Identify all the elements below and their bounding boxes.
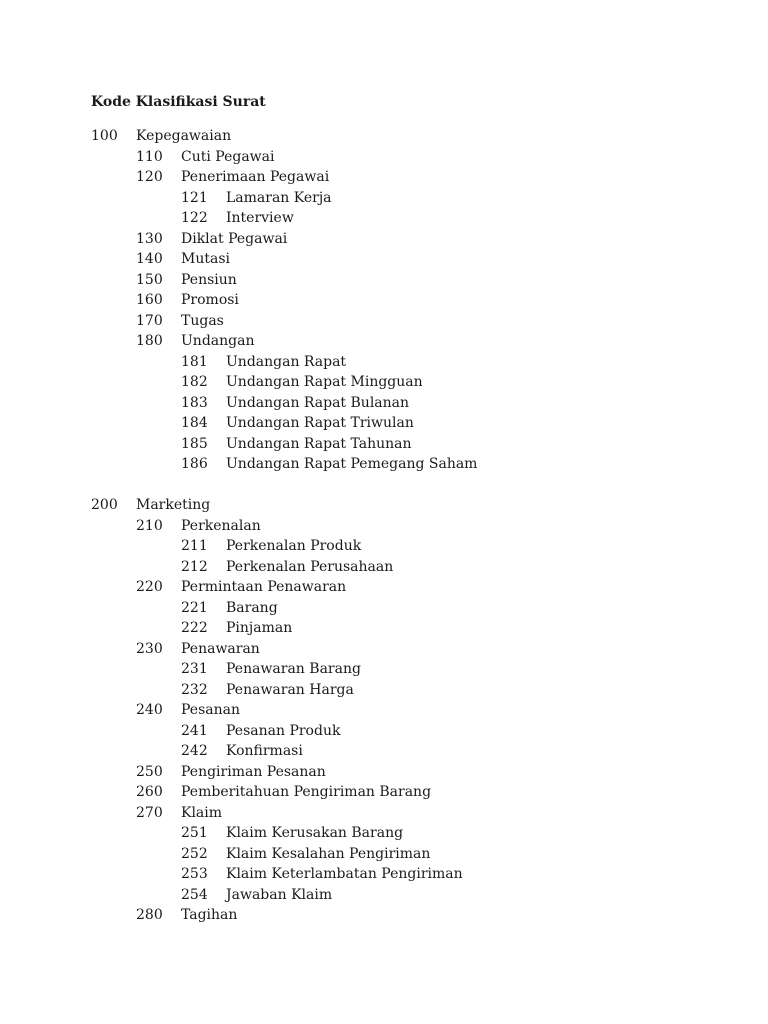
- classification-code: 280: [136, 907, 163, 923]
- classification-code: 210: [136, 517, 163, 534]
- classification-label: Penawaran: [181, 640, 260, 657]
- classification-label: Pesanan: [181, 702, 240, 718]
- classification-code: 180: [136, 333, 163, 349]
- classification-label: Perkenalan: [181, 517, 261, 534]
- classification-label: Konfirmasi: [226, 743, 303, 759]
- classification-label: Permintaan Penawaran: [181, 579, 347, 595]
- classification-code: 240: [136, 702, 163, 718]
- classification-label: Undangan Rapat Bulanan: [226, 394, 410, 411]
- classification-code: 211: [181, 538, 208, 554]
- classification-code: 221: [181, 599, 208, 616]
- classification-code: 120: [136, 169, 163, 185]
- classification-code: 186: [181, 456, 208, 472]
- classification-code: 230: [136, 640, 163, 657]
- classification-label: Undangan Rapat: [226, 353, 347, 370]
- classification-code: 184: [181, 415, 208, 431]
- classification-label: Pesanan Produk: [226, 722, 341, 739]
- classification-code: 251: [181, 825, 208, 841]
- classification-label: Pengiriman Pesanan: [181, 763, 326, 780]
- classification-code: 121: [181, 189, 208, 206]
- classification-code: 260: [136, 784, 163, 800]
- classification-label: Jawaban Klaim: [226, 886, 333, 903]
- classification-label: Mutasi: [181, 251, 230, 267]
- classification-label: Diklat Pegawai: [181, 230, 288, 247]
- classification-label: Pinjaman: [226, 620, 293, 636]
- classification-code: 100: [91, 128, 118, 144]
- classification-code: 232: [181, 681, 208, 698]
- classification-code: 241: [181, 722, 208, 739]
- classification-label: Interview: [226, 210, 294, 226]
- classification-code: 122: [181, 210, 208, 226]
- classification-label: Penawaran Harga: [226, 681, 354, 698]
- classification-label: Marketing: [136, 497, 211, 513]
- classification-code: 170: [136, 312, 163, 329]
- classification-label: Undangan Rapat Tahunan: [226, 435, 412, 452]
- classification-label: Tugas: [181, 312, 224, 329]
- classification-label: Cuti Pegawai: [181, 148, 275, 165]
- classification-code: 182: [181, 374, 208, 390]
- classification-label: Penerimaan Pegawai: [181, 169, 330, 185]
- classification-code: 183: [181, 394, 208, 411]
- classification-label: Perkenalan Produk: [226, 538, 362, 554]
- classification-label: Barang: [226, 599, 278, 616]
- classification-label: Pensiun: [181, 271, 237, 288]
- classification-code: 252: [181, 845, 208, 862]
- classification-label: Klaim Keterlambatan Pengiriman: [226, 866, 463, 882]
- classification-label: Klaim Kesalahan Pengiriman: [226, 845, 431, 862]
- classification-code: 181: [181, 353, 208, 370]
- classification-label: Promosi: [181, 292, 239, 308]
- classification-code: 110: [136, 148, 163, 165]
- classification-label: Lamaran Kerja: [226, 189, 332, 206]
- classification-code: 150: [136, 271, 163, 288]
- classification-code: 254: [181, 886, 208, 903]
- classification-code: 185: [181, 435, 208, 452]
- classification-label: Undangan Rapat Triwulan: [226, 415, 414, 431]
- classification-label: Pemberitahuan Pengiriman Barang: [181, 784, 432, 800]
- classification-code: 270: [136, 804, 163, 821]
- classification-label: Perkenalan Perusahaan: [226, 558, 394, 575]
- classification-code: 130: [136, 230, 163, 247]
- document-title: Kode Klasifikasi Surat: [91, 94, 266, 110]
- classification-code: 160: [136, 292, 163, 308]
- classification-label: Penawaran Barang: [226, 661, 361, 677]
- classification-label: Undangan Rapat Mingguan: [226, 374, 423, 390]
- classification-label: Undangan Rapat Pemegang Saham: [226, 456, 478, 472]
- classification-code: 231: [181, 661, 208, 677]
- classification-code: 242: [181, 743, 208, 759]
- classification-label: Klaim Kerusakan Barang: [226, 825, 404, 841]
- classification-label: Klaim: [181, 804, 223, 821]
- classification-code: 220: [136, 579, 163, 595]
- classification-code: 222: [181, 620, 208, 636]
- classification-code: 212: [181, 558, 208, 575]
- classification-label: Undangan: [181, 333, 255, 349]
- classification-label: Kepegawaian: [136, 128, 232, 144]
- classification-code: 140: [136, 251, 163, 267]
- classification-code: 253: [181, 866, 208, 882]
- classification-label: Tagihan: [181, 907, 238, 923]
- classification-code: 200: [91, 497, 118, 513]
- classification-code: 250: [136, 763, 163, 780]
